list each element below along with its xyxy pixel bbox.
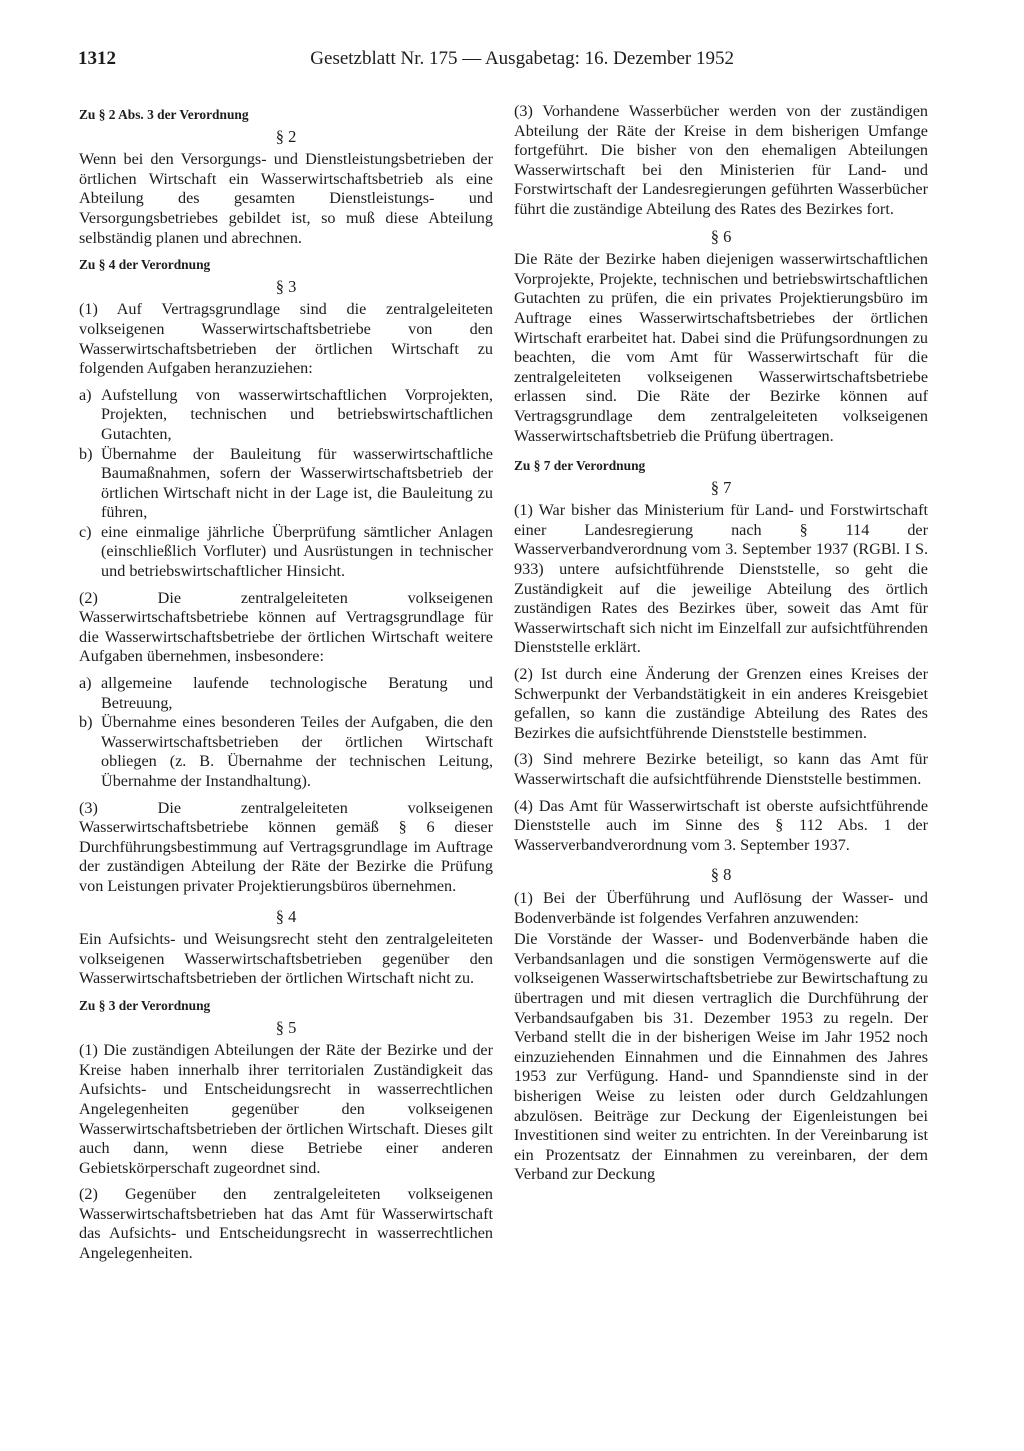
enumerated-list	[79, 674, 493, 792]
section-reference: Zu § 7 der Verordnung	[514, 458, 646, 474]
list-item-label: b)	[79, 444, 93, 463]
list-item-label: a)	[79, 385, 92, 404]
paragraph-text: (2) Die zentralgeleiteten volkseigenen Wasserwirtschaftsbetriebe können auf Vertragsgrundlage für die Wasserwirtschaftsbetriebe der örtlichen Wirtschaft weitere Aufgaben übernehmen, insbesondere:	[79, 588, 493, 666]
paragraph-heading-8: § 8	[710, 865, 732, 885]
list-item-label: c)	[79, 522, 92, 541]
list-item-label: b)	[79, 713, 93, 732]
list-item-text: allgemeine laufende technologische Beratung und Betreuung,	[101, 674, 493, 712]
paragraph-text: (1) Auf Vertragsgrundlage sind die zentralgeleiteten volkseigenen Wasserwirtschaftsbetriebe von den Wasserwirtschaftsbetrieben der örtlichen Wirtschaft zu folgenden Aufgaben heranzuziehen:	[79, 300, 493, 378]
paragraph-text: (1) Die zuständigen Abteilungen der Räte der Bezirke und der Kreise haben innerhalb ihrer territorialen Zuständigkeit das Aufsichts- und Entscheidungsrecht in wasserrechtlichen Angelegenheiten gegenüber den volkseigenen Wasserwirtschaftsbetrieben der örtlichen Wirtschaft. Dieses gilt auch dann, wenn diese Betriebe einer anderen Gebietskörperschaft zugeordnet sind.	[79, 1041, 493, 1177]
section-reference: Zu § 2 Abs. 3 der Verordnung	[79, 107, 249, 122]
paragraph-text: Die Vorstände der Wasser- und Bodenverbände haben die Verbandsanlagen und die sonstigen Vermögenswerte auf die volkseigenen Wasserwirtschaftsbetriebe zur Bewirtschaftung zu übertragen und mit diesen vertraglich die Durchführung der Verbandsaufgaben bis 31. Dezember 1953 zu regeln. Der Verband stellt die in der bisherigen Weise im Jahr 1952 noch einzuziehenden Einnahmen und die Einnahmen des Jahres 1953 zur Verfügung. Hand- und Spanndienste sind in der bisherigen Weise zu leisten oder durch Geldzahlungen abzulösen. Beiträge zur Deckung der Eigenleistungen bei Investitionen sind weiter zu entrichten. In der Vereinbarung ist ein Prozentsatz der Einnahmen zu vereinbaren, der dem Verband zur Deckung	[514, 930, 928, 1184]
paragraph-text: (3) Sind mehrere Bezirke beteiligt, so kann das Amt für Wasserwirtschaft die aufsichtführende Dienststelle bestimmen.	[514, 750, 928, 788]
paragraph-text: (1) Bei der Überführung und Auflösung der Wasser- und Bodenverbände ist folgendes Verfahren anzuwenden:	[514, 888, 928, 927]
section-reference: Zu § 3 der Verordnung	[79, 997, 211, 1013]
page-header	[78, 48, 734, 74]
paragraph-text: Die Räte der Bezirke haben diejenigen wasserwirtschaftlichen Vorprojekte, Projekte, technischen und betriebswirtschaftlichen Gutachten zu prüfen, die ein privates Projektierungsbüro im Auftrage eines Wasserwirtschaftsbetriebes der örtlichen Wirtschaft erarbeitet hat. Dabei sind die Prüfungsordnungen zu beachten, die vom Amt für Wasserwirtschaft für die zentralgeleiteten volkseigenen Wasserwirtschaftsbetriebe erlassen sind. Die Räte der Bezirke können auf Vertragsgrundlage dem zentralgeleiteten volkseigenen Wasserwirtschaftsbetrieb die Prüfung übertragen.	[514, 250, 928, 445]
paragraph-text: (1) War bisher das Ministerium für Land- und Forstwirtschaft einer Landesregierung nach § 114 der Wasserverbandverordnung vom 3. September 1937 (RGBl. I S. 933) untere aufsichtführende Dienststelle, so geht die Zuständigkeit auf die jeweilige Abteilung des örtlich zuständigen Rates des Bezirkes über, soweit das Amt für Wasserwirtschaft sich nicht im Einzelfall zur aufsichtführenden Dienststelle erklärt.	[514, 501, 928, 657]
page-number: 1312	[78, 48, 116, 69]
paragraph-heading-3: § 3	[275, 276, 297, 296]
paragraph-text: (3) Die zentralgeleiteten volkseigenen Wasserwirtschaftsbetriebe können gemäß § 6 dieser Durchführungsbestimmung auf Vertragsgrundlage im Auftrage der zuständigen Abteilung der Räte der Bezirke die Prüfung von Leistungen privater Projektierungsbüros übernehmen.	[79, 798, 493, 895]
list-item-text: Übernahme eines besonderen Teiles der Aufgaben, die den Wasserwirtschaftsbetrieben der örtlichen Wirtschaft obliegen (z. B. Übernahme der technischen Leitung, Übernahme der Instandhaltung).	[101, 713, 493, 790]
paragraph-text: Wenn bei den Versorgungs- und Dienstleistungsbetrieben der örtlichen Wirtschaft ein Wasserwirtschaftsbetrieb als eine Abteilung des gesamten Dienstleistungs- und Versorgungsbetriebes gebildet ist, so muß diese Abteilung selbständig planen und abrechnen.	[79, 150, 493, 247]
paragraph-text: (2) Ist durch eine Änderung der Grenzen eines Kreises der Schwerpunkt der Verbandstätigkeit in ein anderes Kreisgebiet gefallen, so kann die zuständige Abteilung des Rates des Bezirkes die aufsichtführende Dienststelle bestimmen.	[514, 665, 928, 742]
paragraph-text: (3) Vorhandene Wasserbücher werden von der zuständigen Abteilung der Räte der Kreise in dem bisherigen Umfange fortgeführt. Die bisher von den ehemaligen Abteilungen Wasserwirtschaft bei den Ministerien für Land- und Forstwirtschaft der Landesregierungen geführten Wasserbücher führt die zuständige Abteilung des Rates des Bezirkes fort.	[514, 102, 928, 218]
paragraph-text: Ein Aufsichts- und Weisungsrecht steht den zentralgeleiteten volkseigenen Wasserwirtschaftsbetrieben gegenüber den Wasserwirtschaftsbetrieben der örtlichen Wirtschaft nicht zu.	[79, 930, 493, 988]
paragraph-heading-4: § 4	[275, 906, 297, 926]
running-title: Gesetzblatt Nr. 175 — Ausgabetag: 16. Dezember 1952	[310, 48, 734, 69]
list-item	[79, 386, 493, 445]
paragraph-heading-7: § 7	[710, 477, 732, 497]
list-item-text: eine einmalige jährliche Überprüfung sämtlicher Anlagen (einschließlich Vorfluter) und Ausrüstungen in technischer und betriebswirtschaftlicher Hinsicht.	[101, 522, 493, 581]
list-item-label: a)	[79, 674, 92, 693]
list-item	[79, 445, 493, 523]
list-item	[79, 674, 493, 713]
right-column	[514, 102, 928, 1422]
list-item	[79, 523, 493, 582]
list-item-text: Aufstellung von wasserwirtschaftlichen Vorprojekten, Projekten, technischen und betriebswirtschaftlichen Gutachten,	[101, 385, 493, 443]
paragraph-heading-5: § 5	[275, 1017, 297, 1037]
left-column	[79, 102, 493, 1422]
enumerated-list	[79, 386, 493, 582]
paragraph-text: (4) Das Amt für Wasserwirtschaft ist oberste aufsichtführende Dienststelle auch im Sinne des § 112 Abs. 1 der Wasserverbandverordnung vom 3. September 1937.	[514, 796, 928, 854]
list-item	[79, 713, 493, 791]
paragraph-text: (2) Gegenüber den zentralgeleiteten volkseigenen Wasserwirtschaftsbetrieben hat das Amt für Wasserwirtschaft das Aufsichts- und Entscheidungsrecht in wasserrechtlichen Angelegenheiten.	[79, 1185, 493, 1263]
paragraph-heading-6: § 6	[710, 226, 732, 246]
list-item-text: Übernahme der Bauleitung für wasserwirtschaftliche Baumaßnahmen, sofern der Wasserwirtschaftsbetrieb der örtlichen Wirtschaft nicht in der Lage ist, die Bauleitung zu führen,	[101, 444, 493, 522]
section-reference: Zu § 4 der Verordnung	[79, 257, 211, 273]
paragraph-heading-2: § 2	[275, 126, 297, 146]
